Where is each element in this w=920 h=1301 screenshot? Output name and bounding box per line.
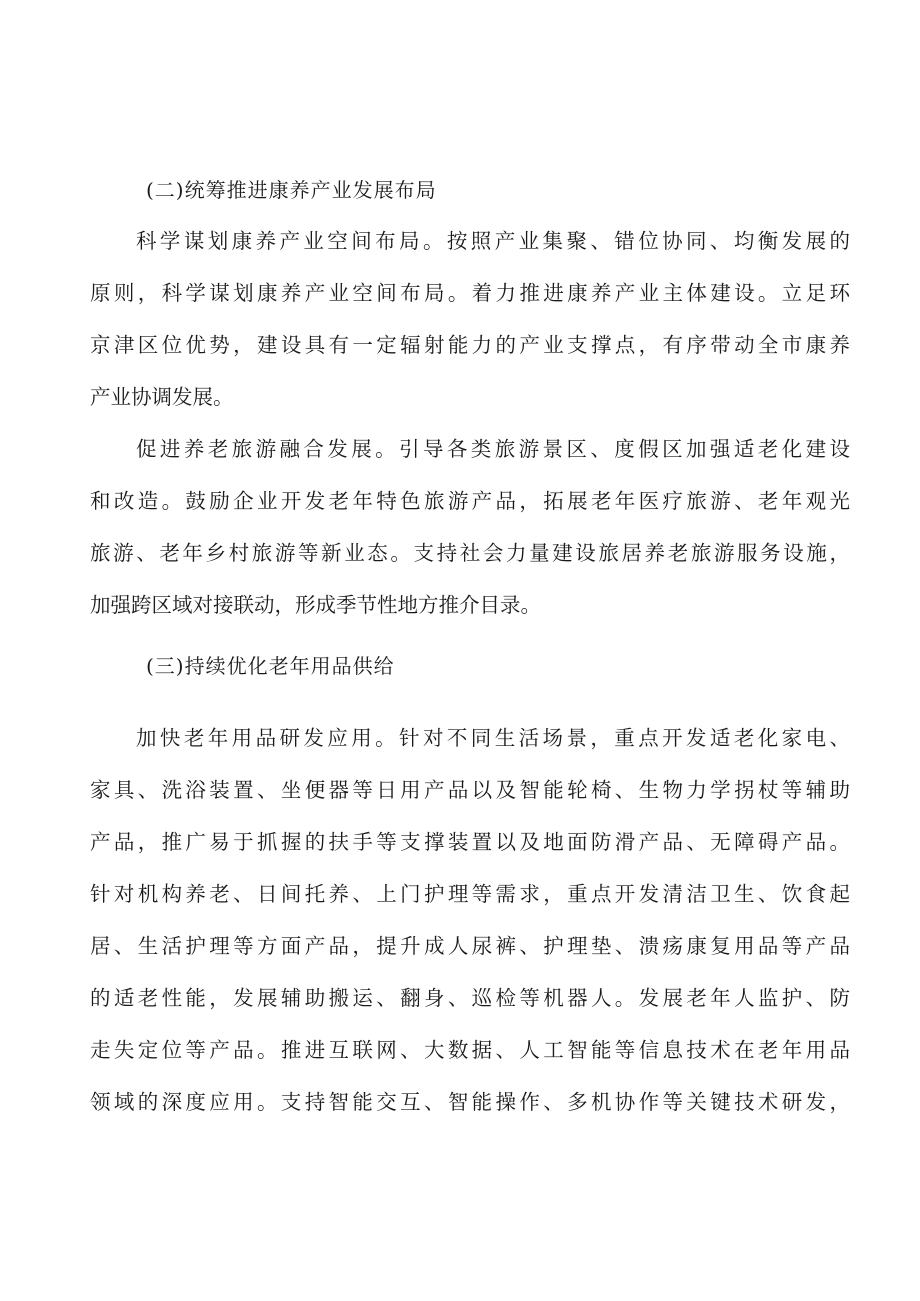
paragraph-line: 领域的深度应用。支持智能交互、智能操作、多机协作等关键技术研发， xyxy=(90,1090,850,1114)
paragraph-line: 家具、洗浴装置、坐便器等日用产品以及智能轮椅、生物力学拐杖等辅助 xyxy=(90,778,850,802)
paragraph-line: 加强跨区域对接联动，形成季节性地方推介目录。 xyxy=(90,593,541,617)
paragraph-line: 产品，推广易于抓握的扶手等支撑装置以及地面防滑产品、无障碍产品。 xyxy=(90,830,850,854)
paragraph-line: 的适老性能，发展辅助搬运、翻身、巡检等机器人。发展老年人监护、防 xyxy=(90,986,850,1010)
paragraph-line: 科学谋划康养产业空间布局。按照产业集聚、错位协同、均衡发展的 xyxy=(136,229,850,253)
paragraph-line: 走失定位等产品。推进互联网、大数据、人工智能等信息技术在老年用品 xyxy=(90,1038,850,1062)
paragraph-line: 京津区位优势，建设具有一定辐射能力的产业支撑点，有序带动全市康养 xyxy=(90,333,850,357)
paragraph-line: 和改造。鼓励企业开发老年特色旅游产品，拓展老年医疗旅游、老年观光 xyxy=(90,489,850,513)
paragraph-line: 加快老年用品研发应用。针对不同生活场景，重点开发适老化家电、 xyxy=(136,726,850,750)
paragraph-line: 促进养老旅游融合发展。引导各类旅游景区、度假区加强适老化建设 xyxy=(136,437,850,461)
paragraph-line: 旅游、老年乡村旅游等新业态。支持社会力量建设旅居养老旅游服务设施， xyxy=(90,541,850,565)
section-3-heading: (三)持续优化老年用品供给 xyxy=(146,654,395,678)
section-2-heading: (二)统筹推进康养产业发展布局 xyxy=(146,178,437,202)
paragraph-line: 针对机构养老、日间托养、上门护理等需求，重点开发清洁卫生、饮食起 xyxy=(90,882,850,906)
paragraph-line: 居、生活护理等方面产品，提升成人尿裤、护理垫、溃疡康复用品等产品 xyxy=(90,934,850,958)
paragraph-line: 原则，科学谋划康养产业空间布局。着力推进康养产业主体建设。立足环 xyxy=(90,281,850,305)
paragraph-line: 产业协调发展。 xyxy=(90,385,234,409)
